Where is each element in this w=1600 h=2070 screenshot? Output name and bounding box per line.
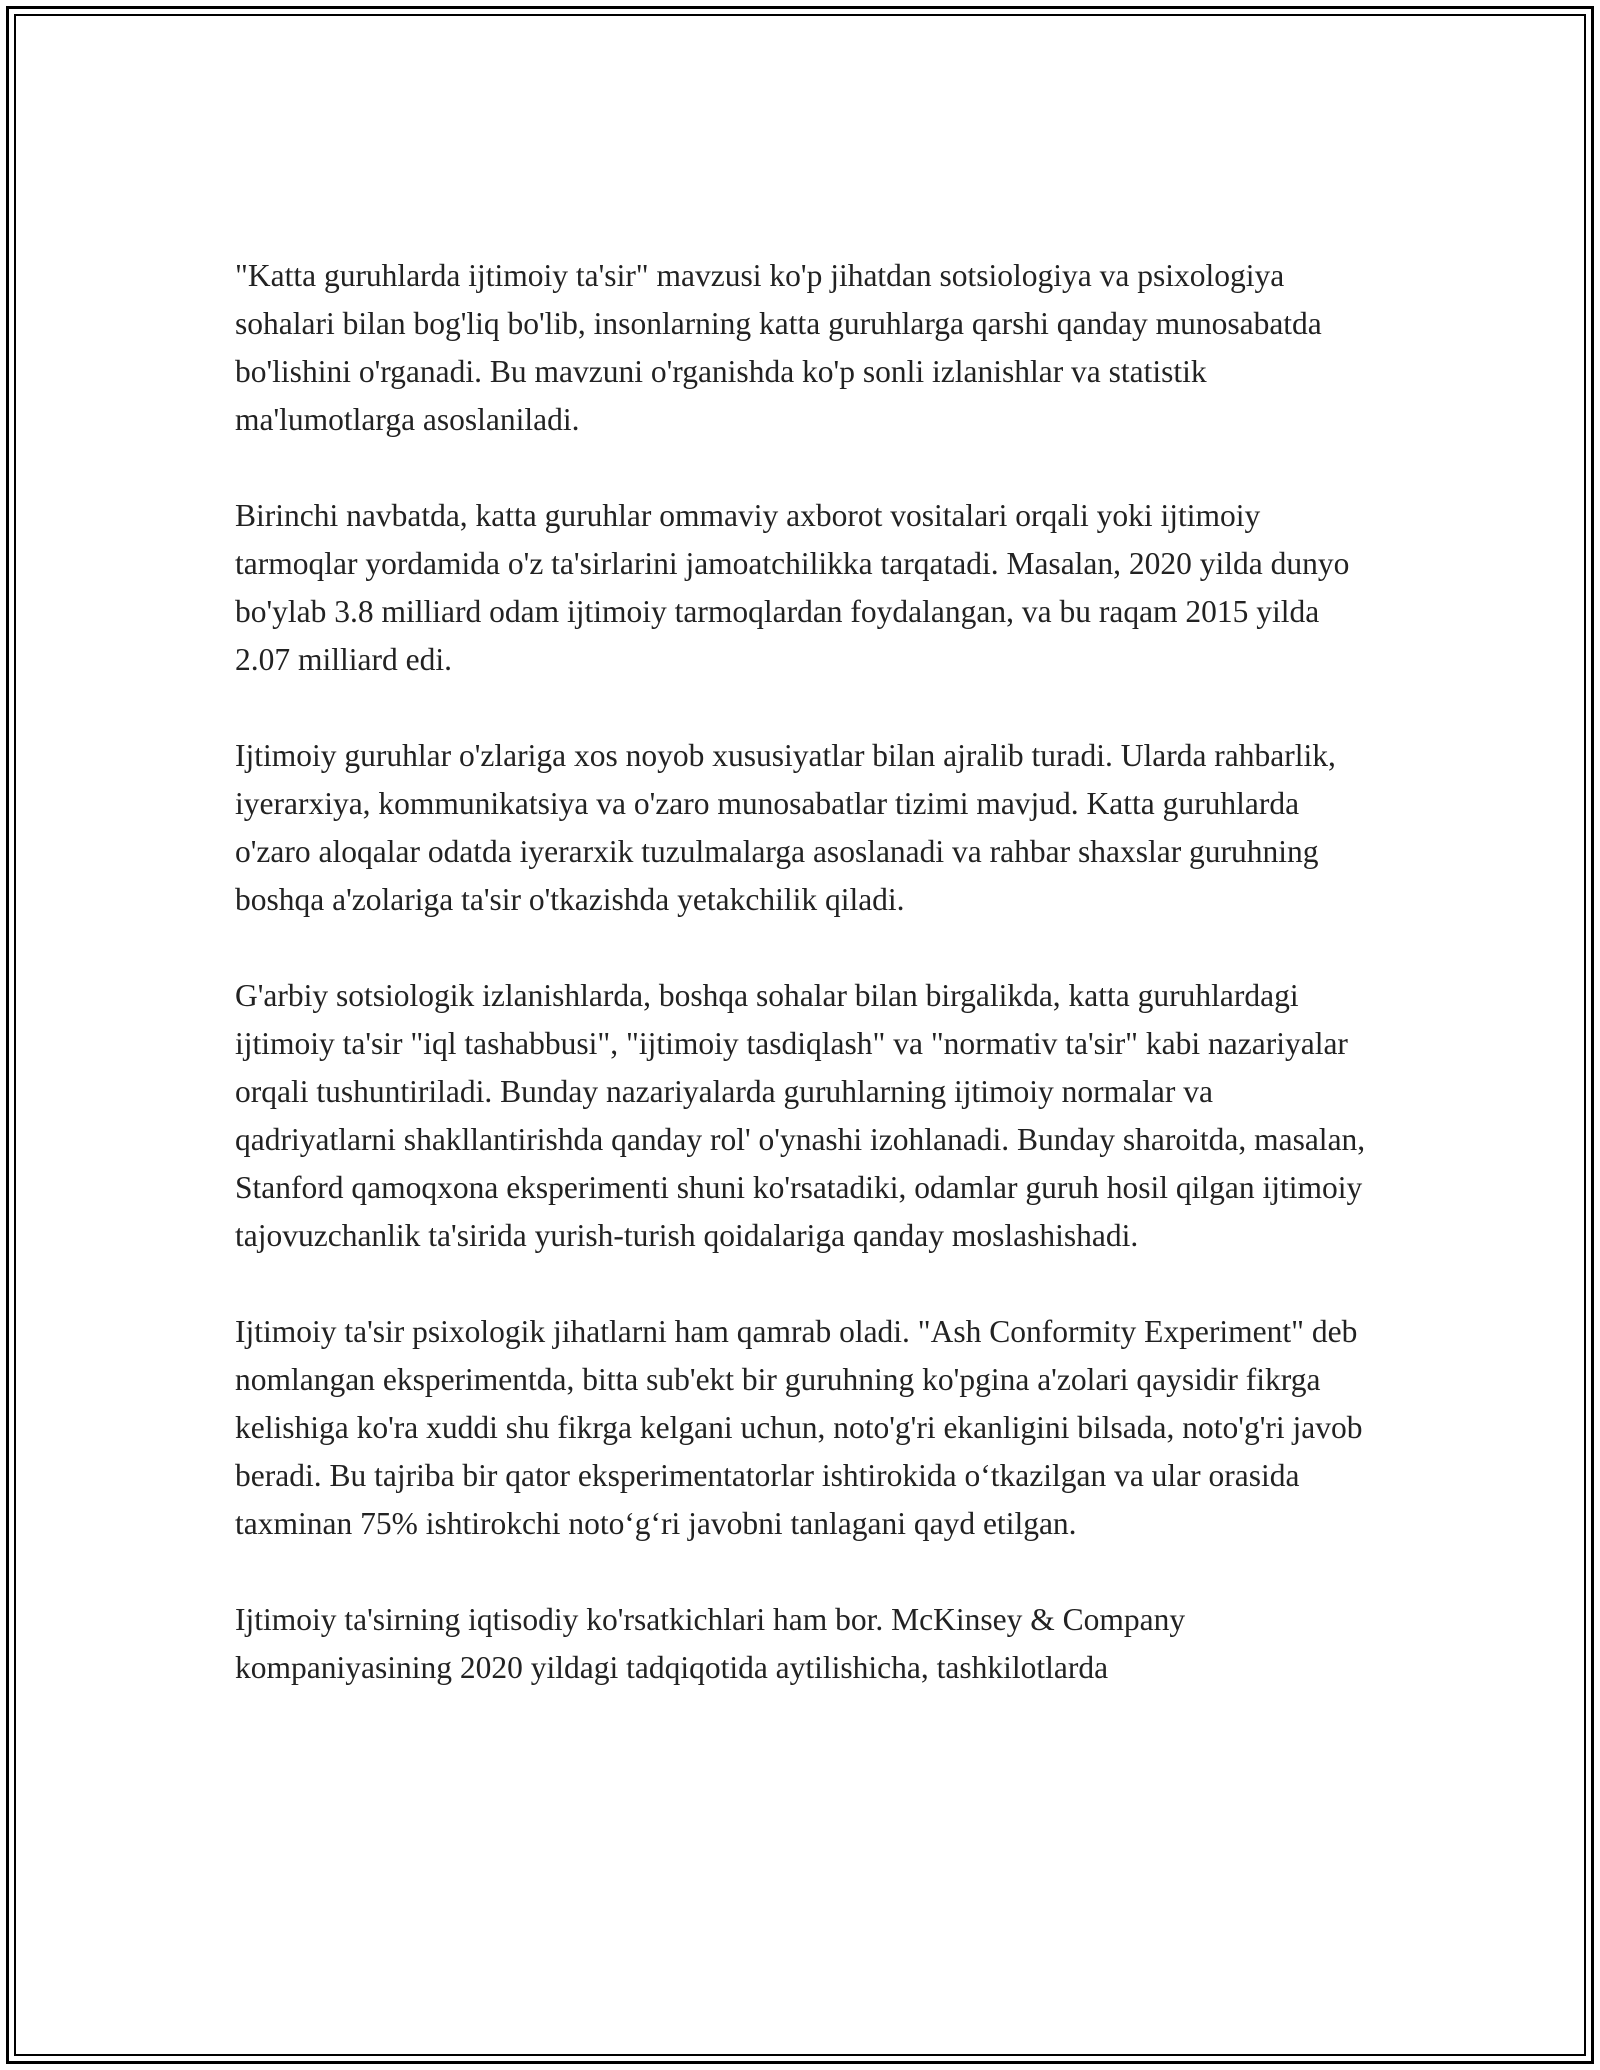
paragraph-3: Ijtimoiy guruhlar o'zlariga xos noyob xususiyatlar bilan ajralib turadi. Ularda rahbarlik, iyerarxiya, kommunikatsiya va o'zaro munosabatlar tizimi mavjud. Katta guruhlarda o'zaro aloqalar odatda iyerarxik tuzulmalarga asoslanadi va rahbar shaxslar guruhning boshqa a'zolariga ta'sir o'tkazishda yetakchilik qiladi. (235, 738, 1336, 917)
paragraph-2: Birinchi navbatda, katta guruhlar ommaviy axborot vositalari orqali yoki ijtimoiy tarmoqlar yordamida o'z ta'sirlarini jamoatchilikka tarqatadi. Masalan, 2020 yilda dunyo bo'ylab 3.8 milliard odam ijtimoiy tarmoqlardan foydalangan, va bu raqam 2015 yilda 2.07 milliard edi. (235, 498, 1350, 677)
document-body (235, 252, 1375, 1740)
paragraph-4: G'arbiy sotsiologik izlanishlarda, boshqa sohalar bilan birgalikda, katta guruhlardagi ijtimoiy ta'sir "iql tashabbusi", "ijtimoiy tasdiqlash" va "normativ ta'sir" kabi nazariyalar orqali tushuntiriladi. Bunday nazariyalarda guruhlarning ijtimoiy normalar va qadriyatlarni shakllantirishda qanday rol' o'ynashi izohlanadi. Bunday sharoitda, masalan, Stanford qamoqxona eksperimenti shuni ko'rsatadiki, odamlar guruh hosil qilgan ijtimoiy tajovuzchanlik ta'sirida yurish-turish qoidalariga qanday moslashishadi. (235, 978, 1366, 1253)
paragraph-6: Ijtimoiy ta'sirning iqtisodiy ko'rsatkichlari ham bor. McKinsey & Company kompaniyasining 2020 yildagi tadqiqotida aytilishicha, tashkilotlarda (235, 1602, 1186, 1685)
paragraph-1: "Katta guruhlarda ijtimoiy ta'sir" mavzusi ko'p jihatdan sotsiologiya va psixologiya sohalari bilan bog'liq bo'lib, insonlarning katta guruhlarga qarshi qanday munosabatda bo'lishini o'rganadi. Bu mavzuni o'rganishda ko'p sonli izlanishlar va statistik ma'lumotlarga asoslaniladi. (235, 258, 1322, 437)
paragraph-5: Ijtimoiy ta'sir psixologik jihatlarni ham qamrab oladi. "Ash Conformity Experiment" deb nomlangan eksperimentda, bitta sub'ekt bir guruhning ko'pgina a'zolari qaysidir fikrga kelishiga ko'ra xuddi shu fikrga kelgani uchun, noto'g'ri ekanligini bilsada, noto'g'ri javob beradi. Bu tajriba bir qator eksperimentatorlar ishtirokida o‘tkazilgan va ular orasida taxminan 75% ishtirokchi noto‘g‘ri javobni tanlagani qayd etilgan. (235, 1314, 1363, 1541)
